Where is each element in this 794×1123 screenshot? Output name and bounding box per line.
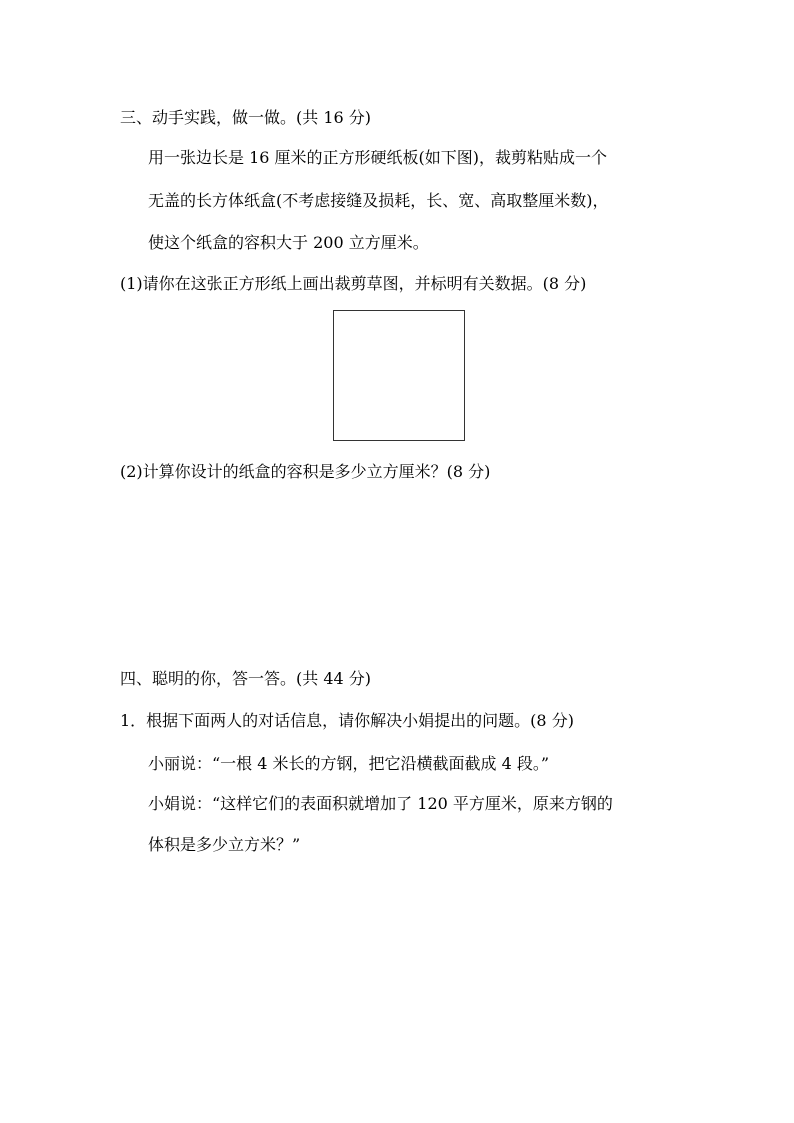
square-cardboard-drawing-area[interactable]	[333, 310, 465, 441]
section-3-title: 三、动手实践，做一做。(共 16 分)	[120, 108, 372, 127]
section-3-intro-line-3: 使这个纸盒的容积大于 200 立方厘米。	[148, 233, 429, 252]
section-3-question-1: (1)请你在这张正方形纸上画出裁剪草图，并标明有关数据。(8 分)	[120, 274, 587, 293]
section-3-intro-line-1: 用一张边长是 16 厘米的正方形硬纸板(如下图)，裁剪粘贴成一个	[148, 148, 608, 167]
section-4-question-1: 1．根据下面两人的对话信息，请你解决小娟提出的问题。(8 分)	[120, 711, 574, 730]
section-3-question-2: (2)计算你设计的纸盒的容积是多少立方厘米？(8 分)	[120, 462, 491, 481]
section-4-title: 四、聪明的你，答一答。(共 44 分)	[120, 669, 372, 688]
section-3-intro-line-2: 无盖的长方体纸盒(不考虑接缝及损耗，长、宽、高取整厘米数)，	[148, 191, 609, 210]
dialogue-line-1: 小丽说：“一根 4 米长的方钢，把它沿横截面截成 4 段。”	[148, 754, 550, 773]
dialogue-line-3: 体积是多少立方米？”	[148, 835, 301, 854]
dialogue-line-2: 小娟说：“这样它们的表面积就增加了 120 平方厘米，原来方钢的	[148, 794, 613, 813]
